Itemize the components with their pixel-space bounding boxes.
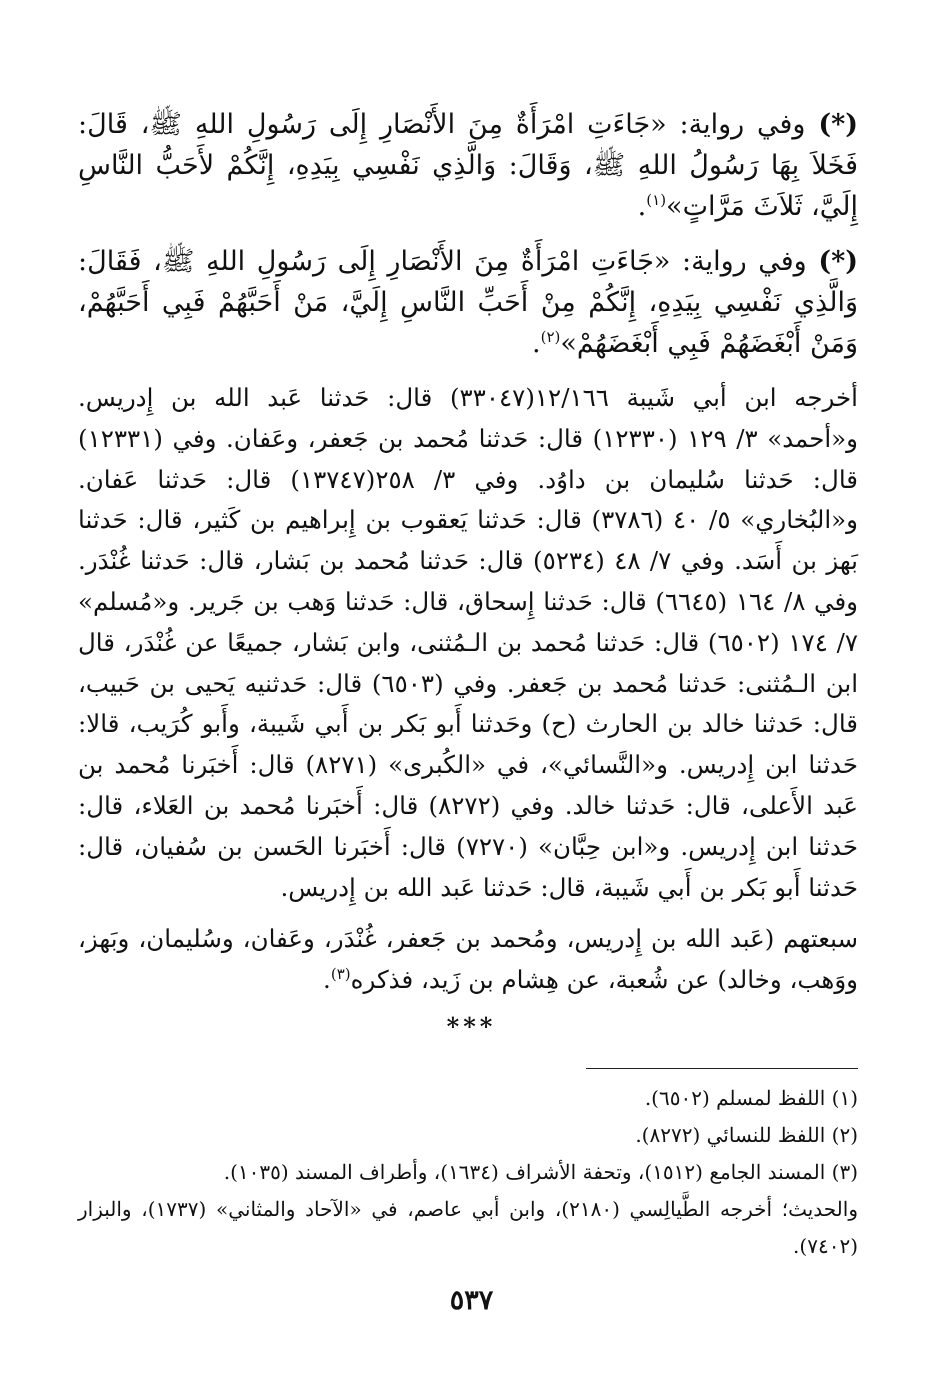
sentence-end: . bbox=[532, 328, 541, 359]
riwaya-paragraph-1 bbox=[78, 104, 858, 227]
footnote-3: (٣) المسند الجامع (١٥١٢)، وتحفة الأشراف (١٦٣٤)، وأطراف المسند (١٠٣٥). bbox=[223, 1160, 858, 1184]
footnote-ref-2[interactable]: (٢) bbox=[540, 328, 561, 346]
footnote-1: (١) اللفظ لمسلم (٦٥٠٢). bbox=[644, 1086, 858, 1110]
sentence-end: . bbox=[637, 191, 647, 222]
riwaya-marker: (*) bbox=[818, 246, 858, 277]
footnote-ref-3[interactable]: (٣) bbox=[330, 965, 351, 984]
riwaya-text: وفي رواية: «جَاءَتِ امْرَأَةٌ مِنَ الأَنْصَارِ إِلَى رَسُولِ اللهِ ﷺ، قَالَ: فَخَلاَ بِهَا رَسُولُ اللهِ ﷺ، وَقَالَ: وَالَّذِي نَفْسِي بِيَدِهِ، إِنَّكُمْ لأَحَبُّ النَّاسِ إِلَيَّ، ثَلاَثَ مَرَّاتٍ» bbox=[78, 109, 858, 222]
riwaya-marker: (*) bbox=[818, 109, 858, 140]
main-text bbox=[78, 104, 858, 1000]
riwaya-paragraph-2 bbox=[78, 241, 858, 364]
summary-text: سبعتهم (عَبد الله بن إِدريس، ومُحمد بن جَعفر، غُنْدَر، وعَفان، وسُليمان، وبَهز، ووَهب، وخالد) عن شُعبة، عن هِشام بن زَيد، فذكره bbox=[78, 924, 858, 995]
footnote-divider bbox=[586, 1068, 858, 1069]
footnote-2: (٢) اللفظ للنسائي (٨٢٧٢). bbox=[635, 1123, 858, 1147]
summary-paragraph bbox=[78, 918, 858, 1000]
page-number: ٥٣٧ bbox=[449, 1285, 494, 1316]
sentence-end: . bbox=[323, 965, 331, 995]
footnotes bbox=[78, 1080, 858, 1265]
takhrij-paragraph: أخرجه ابن أبي شَيبة ١٢/١٦٦(٣٣٠٤٧) قال: حَدثنا عَبد الله بن إِدريس. و«أحمد» ٣/ ١٢٩ (١٢٣٣٠) قال: حَدثنا مُحمد بن جَعفر، وعَفان. وفي (١٢٣٣١) قال: حَدثنا سُليمان بن داوُد. وفي ٣/ ٢٥٨(١٣٧٤٧) قال: حَدثنا عَفان. و«البُخاري» ٥/ ٤٠ (٣٧٨٦) قال: حَدثنا يَعقوب بن إِبراهيم بن كَثير، قال: حَدثنا بَهز بن أَسَد. وفي ٧/ ٤٨ (٥٢٣٤) قال: حَدثنا مُحمد بن بَشار، قال: حَدثنا غُنْدَر. وفي ٨/ ١٦٤ (٦٦٤٥) قال: حَدثنا إِسحاق، قال: حَدثنا وَهب بن جَرير. و«مُسلم» ٧/ ١٧٤ (٦٥٠٢) قال: حَدثنا مُحمد بن الـمُثنى، وابن بَشار، جميعًا عن غُنْدَر، قال ابن الـمُثنى: حَدثنا مُحمد بن جَعفر. وفي (٦٥٠٣) قال: حَدثنيه يَحيى بن حَبيب، قال: حَدثنا خالد بن الحارث (ح) وحَدثنا أَبو بَكر بن أَبي شَيبة، وأَبو كُرَيب، قالا: حَدثنا ابن إِدريس. و«النَّسائي»، في «الكُبرى» (٨٢٧١) قال: أَخبَرنا مُحمد بن عَبد الأَعلى، قال: حَدثنا خالد. وفي (٨٢٧٢) قال: أَخبَرنا مُحمد بن العَلاء، قال: حَدثنا ابن إِدريس. و«ابن حِبَّان» (٧٢٧٠) قال: أَخبَرنا الحَسن بن سُفيان، قال: حَدثنا أَبو بَكر بن أَبي شَيبة، قال: حَدثنا عَبد الله بن إِدريس. bbox=[78, 383, 859, 902]
footnote-ref-1[interactable]: (١) bbox=[646, 191, 667, 209]
section-separator: *** bbox=[446, 1012, 497, 1041]
riwaya-text: وفي رواية: «جَاءَتِ امْرَأَةٌ مِنَ الأَنْصَارِ إِلَى رَسُولِ اللهِ ﷺ، فَقَالَ: وَالَّذِي نَفْسِي بِيَدِهِ، إِنَّكُمْ مِنْ أَحَبِّ النَّاسِ إِلَيَّ، مَنْ أَحَبَّهُمْ فَبِي أَحَبَّهُمْ، وَمَنْ أَبْغَضَهُمْ فَبِي أَبْغَضَهُمْ» bbox=[78, 246, 858, 359]
footnote-3-continuation: والحديث؛ أخرجه الطَّيالِسي (٢١٨٠)، وابن أبي عاصم، في «الآحاد والمثاني» (١٧٣٧)، والبزار (٧٤٠٢). bbox=[78, 1197, 858, 1258]
